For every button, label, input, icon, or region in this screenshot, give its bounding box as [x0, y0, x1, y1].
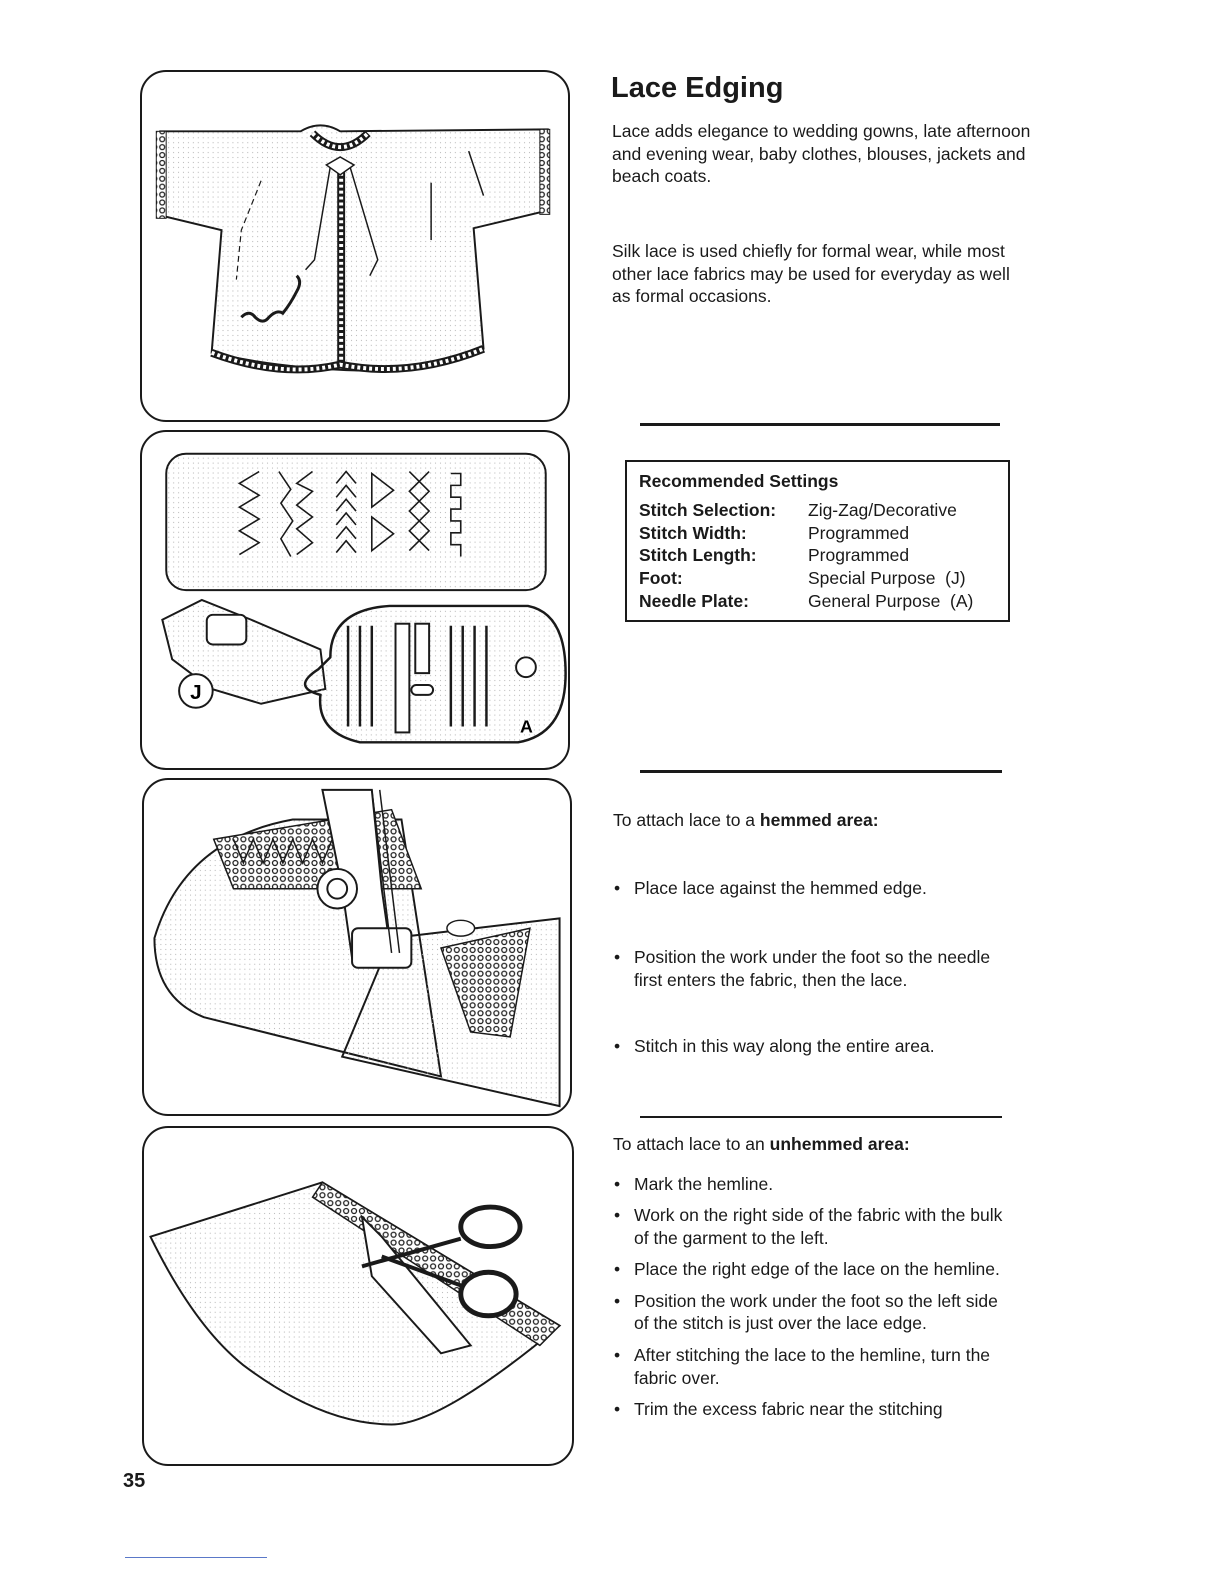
- settings-row: [639, 522, 1008, 545]
- settings-row: [639, 544, 1008, 567]
- recommended-settings-box: [625, 460, 1010, 622]
- stitch-foot-plate-drawing: [142, 432, 568, 768]
- settings-illustration: [140, 430, 570, 770]
- settings-row: [639, 567, 1008, 590]
- intro-paragraph-1: Lace adds elegance to wedding gowns, late afternoon and evening wear, baby clothes, blouses, jackets and beach coats.: [612, 121, 1031, 186]
- settings-label: Stitch Width:: [639, 522, 747, 543]
- settings-row: [639, 590, 1008, 613]
- section-divider: [640, 1116, 1002, 1118]
- page-number: 35: [123, 1470, 146, 1492]
- list-item: • Position the work under the foot so the left side of the stitch is just over the lace edge.: [614, 1290, 1014, 1336]
- jacket-illustration: [140, 70, 570, 422]
- settings-row: [639, 499, 1008, 522]
- settings-label: Stitch Selection:: [639, 499, 777, 520]
- settings-value: Programmed: [808, 522, 910, 543]
- list-item: • Trim the excess fabric near the stitching: [614, 1398, 1014, 1421]
- settings-label: Foot:: [639, 568, 683, 589]
- unhemmed-lead: [613, 1134, 910, 1155]
- hemmed-step-list: [614, 877, 1014, 900]
- section-divider: [640, 423, 1000, 426]
- settings-label: Stitch Length:: [639, 545, 757, 566]
- hemmed-step-list: [614, 1035, 1014, 1058]
- jacket-drawing: [142, 72, 568, 420]
- settings-label: Needle Plate:: [639, 590, 749, 611]
- settings-value: Programmed: [808, 545, 910, 566]
- list-item: • Position the work under the foot so the needle first enters the fabric, then the lace.: [614, 946, 1014, 992]
- machine-sewing-drawing: [144, 780, 570, 1114]
- foot-j-label: J: [190, 680, 202, 704]
- hemmed-sewing-illustration: [142, 778, 572, 1116]
- settings-value: General Purpose (A): [808, 590, 974, 611]
- needle-plate-a: [305, 606, 566, 742]
- footer-rule: [125, 1557, 267, 1558]
- hemmed-lead-text: To attach lace to a: [613, 810, 760, 830]
- hemmed-step-list: [614, 946, 1014, 992]
- unhemmed-lead-bold: unhemmed area:: [769, 1134, 910, 1154]
- settings-value: Special Purpose (J): [808, 568, 966, 589]
- unhemmed-trim-illustration: [142, 1126, 574, 1466]
- list-item: • Mark the hemline.: [614, 1173, 1014, 1196]
- list-item: • After stitching the lace to the hemline, turn the fabric over.: [614, 1344, 1014, 1390]
- list-item: • Work on the right side of the fabric with the bulk of the garment to the left.: [614, 1204, 1014, 1250]
- list-item: • Stitch in this way along the entire area.: [614, 1035, 1014, 1058]
- hemmed-lead-bold: hemmed area:: [759, 810, 879, 830]
- unhemmed-lead-text: To attach lace to an: [613, 1134, 770, 1154]
- presser-foot-j: [162, 600, 325, 708]
- list-item: • Place lace against the hemmed edge.: [614, 877, 1014, 900]
- hemmed-lead: [613, 810, 879, 831]
- plate-a-label: A: [520, 716, 533, 737]
- scissors-trim-drawing: [144, 1128, 572, 1464]
- page-title: Lace Edging: [611, 72, 784, 104]
- section-divider: [640, 770, 1002, 773]
- list-item: • Place the right edge of the lace on the hemline.: [614, 1258, 1014, 1281]
- settings-title: Recommended Settings: [639, 471, 839, 491]
- settings-value: Zig-Zag/Decorative: [808, 499, 957, 520]
- unhemmed-step-list: [614, 1173, 1014, 1429]
- intro-paragraph-2: Silk lace is used chiefly for formal wear, while most other lace fabrics may be used for everyday as well as formal occasions.: [612, 241, 1010, 306]
